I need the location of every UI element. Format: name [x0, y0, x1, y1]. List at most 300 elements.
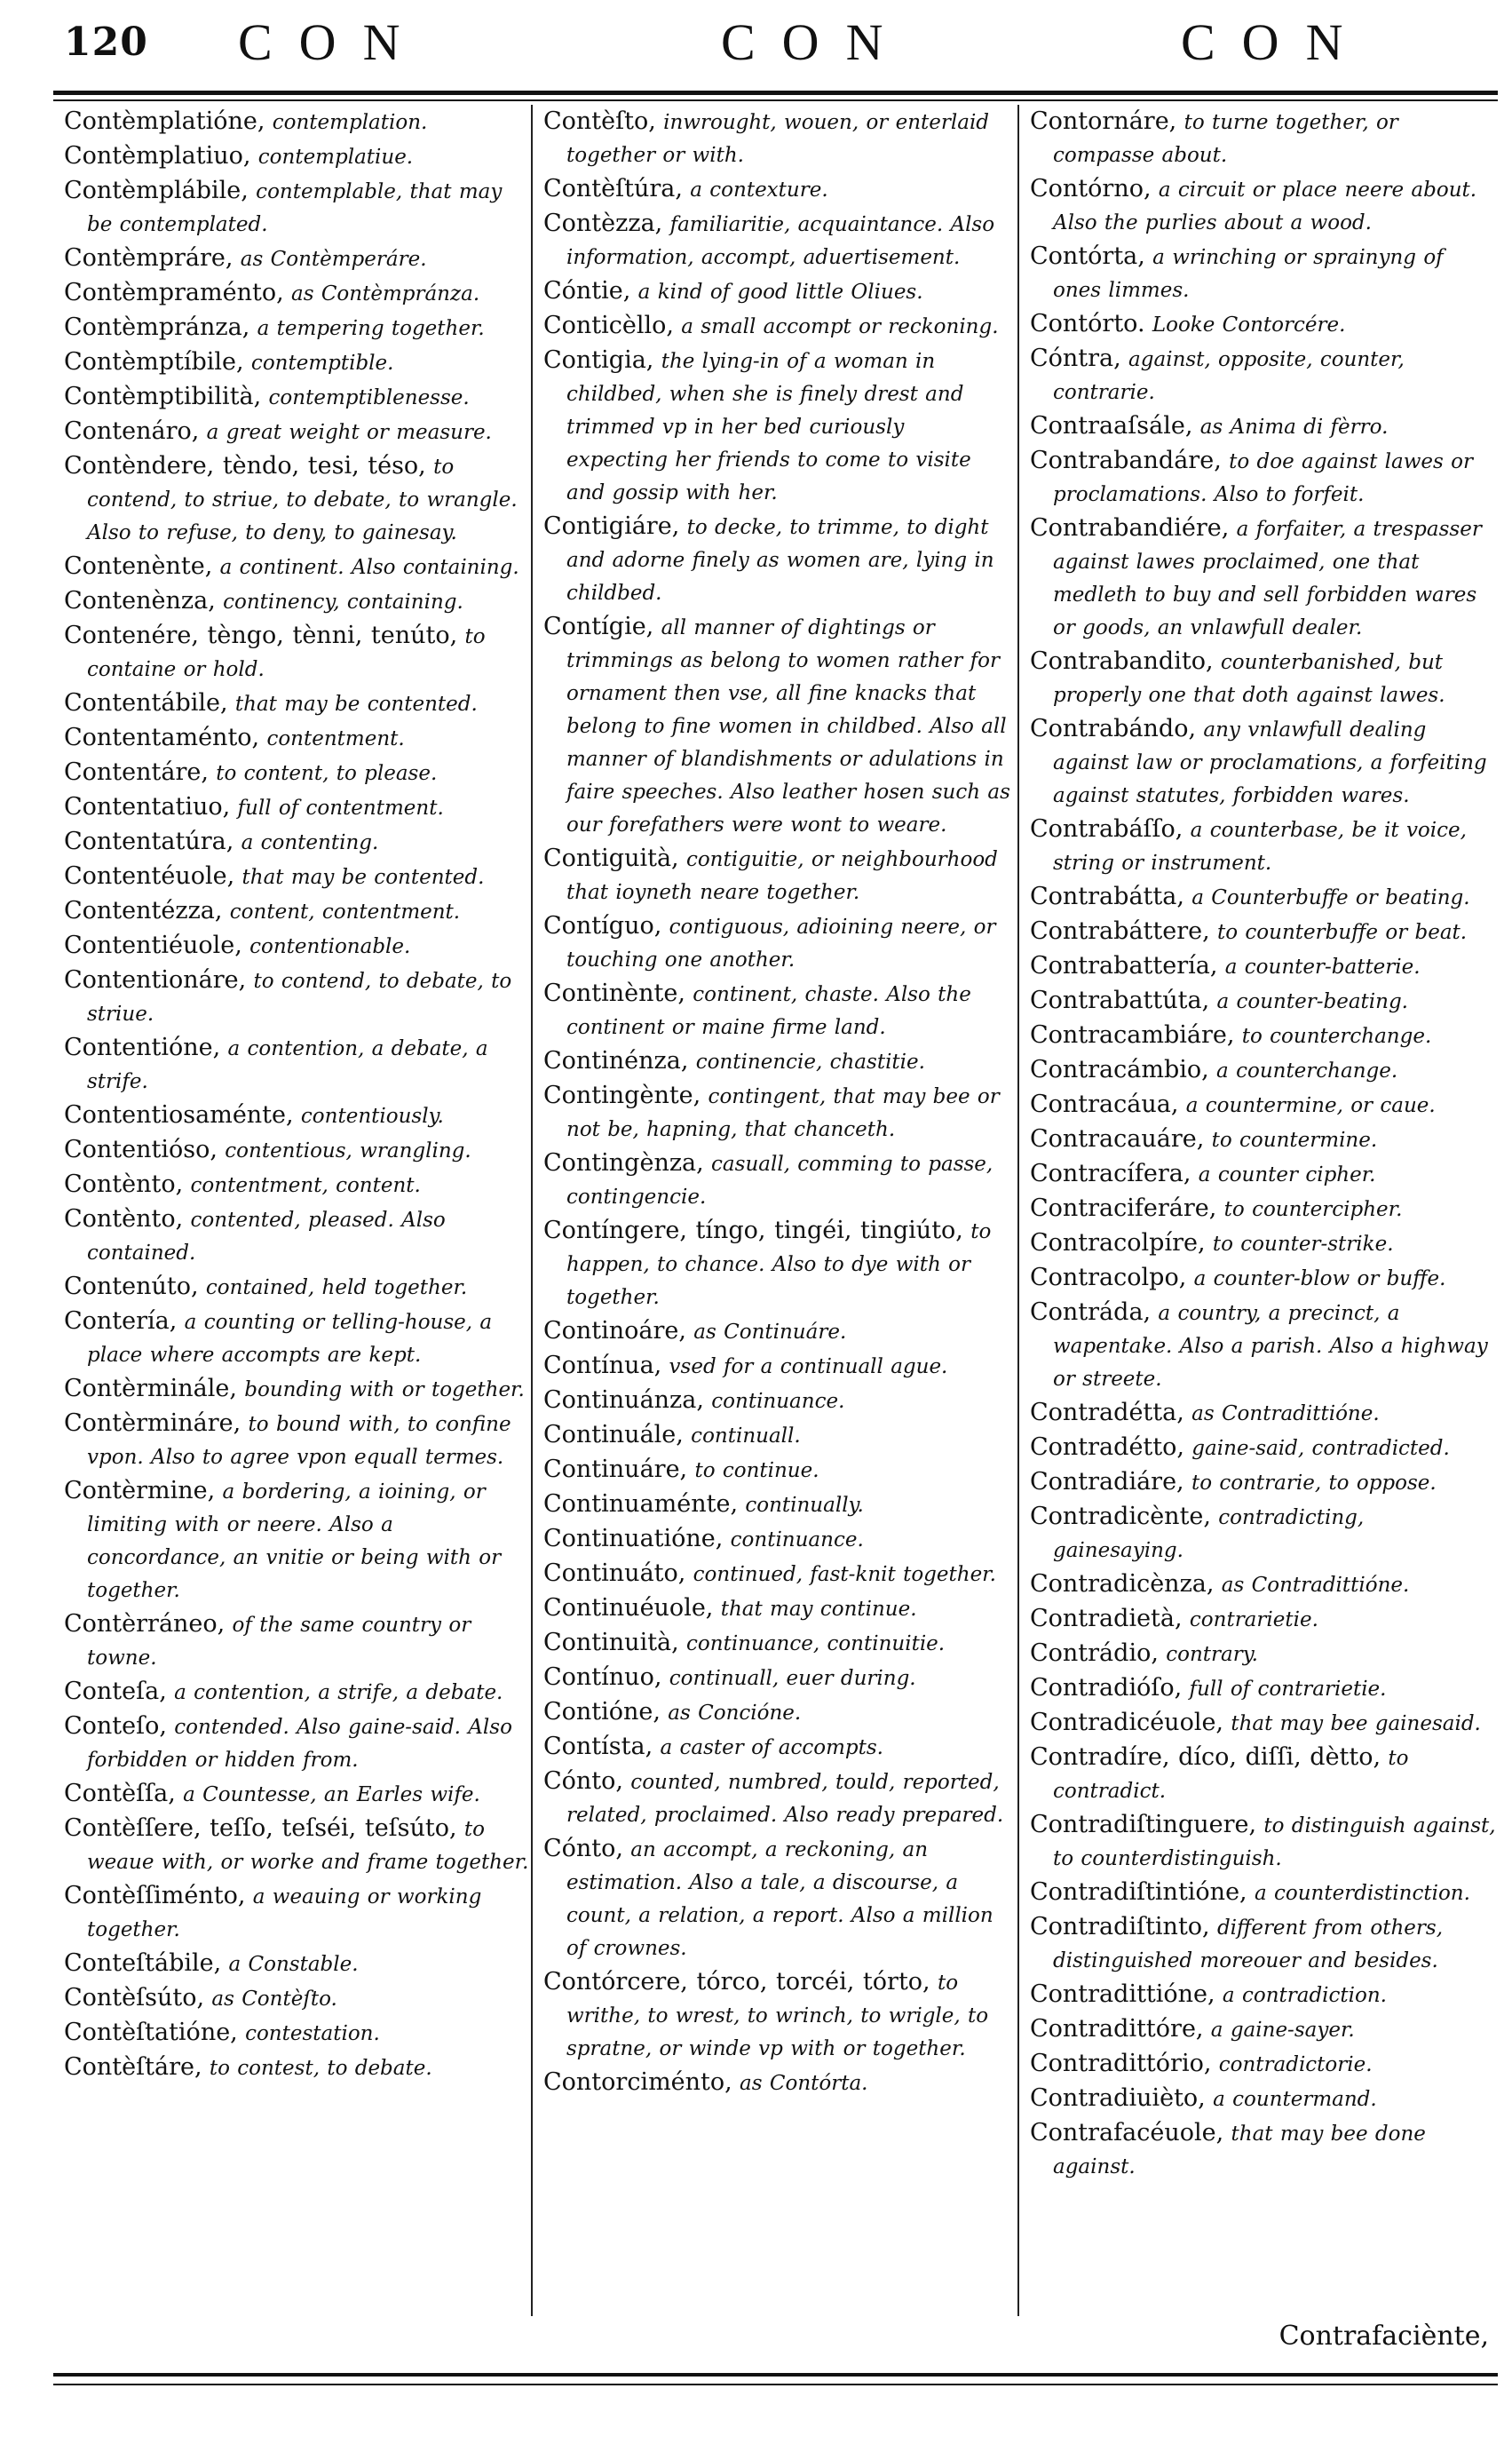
dictionary-entry: [1030, 1431, 1497, 1465]
entry-headword: Contería,: [64, 1307, 178, 1335]
column-divider: [531, 105, 533, 2316]
dictionary-entry: [543, 977, 1010, 1044]
entry-headword: Contentiéuole,: [64, 932, 242, 959]
entry-headword: Conteſtábile,: [64, 1949, 222, 1977]
dictionary-entry: [1030, 1978, 1497, 2012]
entry-definition: that may be contented.: [227, 693, 478, 716]
entry-headword: Contígie,: [543, 613, 654, 640]
entry-headword: Continuáto,: [543, 1559, 686, 1587]
entry-definition: a continent. Also containing.: [212, 556, 519, 579]
dictionary-entry: [1030, 444, 1497, 512]
entry-definition: as Contradittióne.: [1183, 1402, 1380, 1425]
entry-headword: Contrabandito,: [1030, 647, 1214, 675]
dictionary-entry: [1030, 712, 1497, 813]
entry-definition: contradicting, gainesaying.: [1053, 1506, 1365, 1562]
entry-definition: a counter-blow or buffe.: [1186, 1267, 1446, 1290]
entry-headword: Contradicéuole,: [1030, 1709, 1224, 1736]
entry-definition: a counter cipher.: [1191, 1163, 1376, 1186]
dictionary-entry: [543, 172, 1010, 207]
entry-definition: of the same country or towne.: [87, 1614, 471, 1670]
entry-headword: Continuaménte,: [543, 1490, 739, 1518]
entry-definition: familiaritie, acquaintance. Also information, accompt, aduertisement.: [566, 213, 995, 269]
entry-definition: Looke Contorcére.: [1144, 313, 1346, 337]
dictionary-entry: [543, 1044, 1010, 1079]
entry-definition: any vnlawfull dealing against law or proclamations, a forfeiting against statutes, forbidden wares.: [1053, 718, 1487, 807]
entry-headword: Contentéuole,: [64, 862, 235, 890]
entry-headword: Contentaménto,: [64, 724, 260, 751]
entry-headword: Contradietà,: [1030, 1605, 1183, 1632]
dictionary-entry: [64, 1981, 531, 2016]
entry-definition: a counting or telling-house, a place where accompts are kept.: [87, 1311, 493, 1367]
entry-headword: Contentáre,: [64, 758, 209, 786]
entry-headword: Contingènza,: [543, 1149, 704, 1177]
entry-headword: Contradióſo,: [1030, 1674, 1183, 1702]
entry-definition: a counter-beating.: [1209, 990, 1408, 1013]
entry-definition: as Contradittióne.: [1214, 1574, 1410, 1597]
dictionary-entry: [64, 964, 531, 1031]
header-rule-thin: [53, 99, 1498, 101]
dictionary-entry: [543, 274, 1010, 309]
entry-headword: Contèſtúra,: [543, 175, 683, 202]
entry-headword: Contorciménto,: [543, 2068, 732, 2096]
dictionary-entry: [543, 1314, 1010, 1349]
dictionary-entry: [64, 721, 531, 756]
entry-headword: Contradittóre,: [1030, 2015, 1204, 2043]
entry-definition: a tempering together.: [249, 317, 485, 340]
entry-definition: a Constable.: [221, 1953, 359, 1976]
entry-headword: Contènto,: [64, 1205, 184, 1233]
entry-headword: Contrabándo,: [1030, 715, 1197, 742]
dictionary-entry: [64, 345, 531, 380]
entry-definition: a Counterbuffe or beating.: [1183, 886, 1470, 909]
entry-definition: a contexture.: [682, 179, 828, 202]
entry-definition: that may be contented.: [234, 866, 485, 889]
entry-headword: Contenáro,: [64, 417, 200, 445]
entry-definition: a kind of good little Oliues.: [630, 281, 923, 304]
entries-column-1: [64, 105, 531, 2316]
entry-definition: counted, numbred, tould, reported, related, proclaimed. Also ready prepared.: [566, 1771, 1004, 1827]
entry-headword: Contigiáre,: [543, 512, 680, 540]
dictionary-entry: [543, 1626, 1010, 1661]
dictionary-entry: [64, 1947, 531, 1981]
dictionary-entry: [64, 1305, 531, 1372]
entry-definition: contentment, content.: [183, 1174, 421, 1197]
dictionary-entry: [1030, 1226, 1497, 1261]
dictionary-entry: [543, 105, 1010, 172]
dictionary-entry: [543, 842, 1010, 909]
entry-headword: Contracolpo,: [1030, 1264, 1187, 1291]
entry-headword: Contísta,: [543, 1733, 653, 1760]
entry-headword: Continoáre,: [543, 1317, 686, 1345]
entry-headword: Contèzza,: [543, 210, 663, 237]
dictionary-entry: [1030, 1910, 1497, 1978]
entry-definition: continued, fast-knit together.: [685, 1563, 996, 1586]
entry-definition: continent, chaste. Also the continent or maine firme land.: [566, 983, 971, 1039]
entry-definition: to continue.: [687, 1459, 819, 1482]
dictionary-entry: [64, 1031, 531, 1099]
entry-headword: Contrafacéuole,: [1030, 2119, 1224, 2146]
entry-headword: Contentióso,: [64, 1136, 218, 1163]
dictionary-entry: [64, 1202, 531, 1270]
entry-definition: to countermine.: [1204, 1129, 1378, 1152]
entry-headword: Contraaſsále,: [1030, 412, 1193, 440]
entry-headword: Contínua,: [543, 1352, 662, 1379]
running-head-left: CON: [238, 13, 427, 71]
dictionary-entry: [543, 207, 1010, 274]
entry-definition: that may bee done against.: [1053, 2123, 1426, 2178]
entry-headword: Contèrmináre,: [64, 1409, 241, 1437]
entry-headword: Contórcere, tórco, torcéi, tórto,: [543, 1968, 930, 1996]
entry-headword: Contrádio,: [1030, 1639, 1159, 1667]
entry-definition: continuall, euer during.: [661, 1667, 916, 1690]
entry-headword: Contèſtáre,: [64, 2053, 202, 2081]
entry-headword: Contrabattería,: [1030, 952, 1218, 980]
entry-definition: a contention, a strife, a debate.: [166, 1681, 503, 1704]
entry-definition: a circuit or place neere about. Also the purlies about a wood.: [1053, 179, 1477, 234]
entry-headword: Continènte,: [543, 980, 685, 1007]
dictionary-entry: [1030, 105, 1497, 172]
dictionary-entry: [64, 1710, 531, 1777]
entry-headword: Continuatióne,: [543, 1525, 724, 1552]
entry-definition: counterbanished, but properly one that doth against lawes.: [1053, 651, 1445, 707]
entry-definition: to writhe, to wrest, to wrinch, to wrigle, to spratne, or winde vp with or together.: [566, 1972, 989, 2060]
footer-rule: [53, 2373, 1498, 2377]
dictionary-entry: [64, 790, 531, 825]
dictionary-entry: [543, 909, 1010, 977]
dictionary-entry: [543, 1349, 1010, 1384]
entry-definition: to weaue with, or worke and frame together.: [87, 1818, 529, 1874]
dictionary-entry: [543, 1453, 1010, 1488]
entry-definition: an accompt, a reckoning, an estimation. Also a tale, a discourse, a count, a relation, a report. Also a million of crownes.: [566, 1838, 993, 1960]
entry-definition: to content, to please.: [208, 762, 438, 785]
dictionary-entry: [1030, 1053, 1497, 1088]
dictionary-entry: [543, 1488, 1010, 1522]
dictionary-entry: [64, 276, 531, 311]
dictionary-entry: [543, 1418, 1010, 1453]
entry-headword: Contraciferáre,: [1030, 1194, 1217, 1222]
entry-definition: to turne together, or compasse about.: [1053, 111, 1398, 167]
dictionary-entry: [543, 610, 1010, 842]
entry-headword: Cóntie,: [543, 277, 631, 305]
entry-headword: Continuità,: [543, 1629, 679, 1656]
dictionary-entry: [543, 1522, 1010, 1557]
entry-headword: Contórta,: [1030, 242, 1145, 270]
entry-headword: Cónto,: [543, 1767, 623, 1795]
entry-headword: Contentiosaménte,: [64, 1101, 294, 1129]
dictionary-entry: [1030, 172, 1497, 240]
entry-definition: contentment.: [259, 727, 405, 750]
entry-headword: Contèſſere, teſſo, teſséi, teſsúto,: [64, 1814, 457, 1842]
entry-headword: Contrabáttere,: [1030, 917, 1210, 945]
entry-headword: Contrabáſſo,: [1030, 815, 1183, 843]
entry-headword: Conteſa,: [64, 1678, 167, 1705]
entry-definition: a countermine, or caue.: [1178, 1094, 1436, 1117]
entry-headword: Contradiáre,: [1030, 1468, 1184, 1496]
entry-definition: a contention, a debate, a strife.: [87, 1037, 488, 1093]
dictionary-entry: [64, 415, 531, 449]
entry-headword: Contradétta,: [1030, 1399, 1184, 1426]
entry-definition: to contend, to debate, to striue.: [87, 970, 512, 1026]
entry-definition: to counterbuffe or beat.: [1209, 921, 1468, 944]
dictionary-entry: [543, 344, 1010, 510]
entry-definition: contained, held together.: [198, 1276, 468, 1299]
dictionary-entry: [64, 174, 531, 242]
entry-definition: inwrought, wouen, or enterlaid together or with.: [566, 111, 990, 167]
entry-headword: Contèmptíbile,: [64, 348, 244, 376]
entry-definition: contiguitie, or neighbourhood that ioyneth neare together.: [566, 848, 998, 904]
entry-headword: Contióne,: [543, 1698, 661, 1726]
dictionary-entry: [64, 1777, 531, 1812]
dictionary-entry: [1030, 813, 1497, 880]
entry-headword: Contracáua,: [1030, 1091, 1179, 1118]
dictionary-entry: [64, 550, 531, 584]
entry-definition: contemplatiue.: [250, 146, 414, 169]
entry-headword: Contigia,: [543, 346, 654, 374]
entry-definition: a counter-batterie.: [1217, 956, 1421, 979]
entry-definition: to happen, to chance. Also to dye with or together.: [566, 1220, 992, 1309]
dictionary-entry: [64, 2016, 531, 2051]
entry-headword: Contracambiáre,: [1030, 1021, 1235, 1049]
dictionary-entry: [1030, 1261, 1497, 1296]
dictionary-entry: [543, 1591, 1010, 1626]
entry-headword: Contrabandiére,: [1030, 514, 1230, 542]
entry-headword: Contenére, tèngo, tènni, tenúto,: [64, 622, 458, 649]
dictionary-entry: [64, 311, 531, 345]
entry-headword: Contenènza,: [64, 587, 216, 615]
entry-definition: a counterchange.: [1208, 1059, 1398, 1083]
entry-definition: a gaine-sayer.: [1203, 2019, 1355, 2042]
entry-definition: continuance, continuitie.: [678, 1632, 946, 1655]
dictionary-entry: [1030, 645, 1497, 712]
dictionary-entry: [1030, 1567, 1497, 1602]
entry-definition: contended. Also gaine-said. Also forbidden or hidden from.: [87, 1716, 512, 1772]
entry-headword: Contrabandáre,: [1030, 447, 1222, 474]
dictionary-entry: [1030, 1123, 1497, 1157]
dictionary-entry: [64, 825, 531, 860]
entry-headword: Conteſo,: [64, 1712, 167, 1740]
entry-definition: a small accompt or reckoning.: [674, 315, 999, 338]
dictionary-entry: [543, 1384, 1010, 1418]
dictionary-entry: [64, 1474, 531, 1607]
entry-headword: Contracauáre,: [1030, 1125, 1205, 1153]
entry-definition: contentious, wrangling.: [217, 1139, 471, 1162]
entry-headword: Contórno,: [1030, 175, 1152, 202]
dictionary-entry: [1030, 1157, 1497, 1192]
entry-definition: a caster of accompts.: [653, 1736, 883, 1759]
entry-headword: Contèmpráre,: [64, 244, 234, 272]
dictionary-entry: [1030, 307, 1497, 342]
entry-definition: continency, containing.: [215, 591, 463, 614]
dictionary-entry: [64, 1407, 531, 1474]
dictionary-entry: [1030, 2116, 1497, 2184]
entry-definition: contemptiblenesse.: [261, 386, 470, 409]
entry-headword: Contentióne,: [64, 1034, 221, 1061]
dictionary-entry: [543, 1214, 1010, 1314]
entry-headword: Contradittióne,: [1030, 1980, 1215, 2008]
entry-headword: Contradicènte,: [1030, 1503, 1211, 1530]
entry-headword: Contentatúra,: [64, 828, 234, 855]
dictionary-entry: [1030, 1500, 1497, 1567]
entry-headword: Contíngere, tíngo, tingéi, tingiúto,: [543, 1217, 963, 1244]
entry-definition: contentionable.: [241, 935, 411, 958]
entry-definition: a weauing or working together.: [87, 1885, 482, 1941]
entry-headword: Contradiſtinguere,: [1030, 1811, 1257, 1838]
dictionary-entry: [1030, 1602, 1497, 1637]
entries-column-3: [1030, 105, 1497, 2316]
dictionary-entry: [1030, 1741, 1497, 1808]
dictionary-entry: [543, 1695, 1010, 1730]
entry-definition: a counterbase, be it voice, string or instrument.: [1053, 819, 1467, 875]
entry-definition: casuall, comming to passe, contingencie.: [566, 1153, 993, 1209]
dictionary-entry: [1030, 1192, 1497, 1226]
entry-headword: Contèmplatiuo,: [64, 142, 251, 170]
entry-definition: a country, a precinct, a wapentake. Also a parish. Also a highway or streete.: [1053, 1302, 1488, 1391]
entry-definition: to contrarie, to oppose.: [1183, 1472, 1437, 1495]
entry-headword: Contèſſa,: [64, 1780, 176, 1807]
entry-headword: Contèſſiménto,: [64, 1882, 246, 1909]
entry-headword: Cóntra,: [1030, 345, 1121, 372]
dictionary-entry: [543, 1557, 1010, 1591]
entry-headword: Contèrmine,: [64, 1477, 216, 1504]
entry-definition: as Anima di fèrro.: [1192, 416, 1389, 439]
entry-definition: a forfaiter, a trespasser against lawes proclaimed, one that medleth to buy and sell forbidden wares or goods, an vnlawfull dealer.: [1053, 518, 1482, 639]
entry-definition: gaine-said, contradicted.: [1183, 1437, 1450, 1460]
entry-headword: Contentatiuo,: [64, 793, 231, 821]
entry-definition: to containe or hold.: [87, 625, 486, 681]
dictionary-entry: [1030, 2012, 1497, 2047]
entry-definition: a wrinching or sprainyng of ones limmes.: [1053, 246, 1444, 302]
entry-definition: as Contórta.: [732, 2072, 868, 2095]
entries-column-2: [543, 105, 1010, 2316]
dictionary-entry: [1030, 1296, 1497, 1396]
dictionary-entry: [543, 1765, 1010, 1832]
dictionary-entry: [543, 1079, 1010, 1147]
entry-headword: Contradiſtintióne,: [1030, 1878, 1247, 1906]
entry-definition: as Contèmpránza.: [283, 282, 480, 306]
entry-headword: Contèmpránza,: [64, 313, 250, 341]
entry-definition: different from others, distinguished moreouer and besides.: [1053, 1916, 1444, 1972]
dictionary-entry: [64, 1879, 531, 1947]
entry-definition: contradictorie.: [1211, 2053, 1373, 2076]
header-rule: [53, 91, 1498, 95]
dictionary-entry: [64, 2051, 531, 2085]
dictionary-entry: [64, 619, 531, 686]
entry-headword: Contórto.: [1030, 310, 1145, 337]
dictionary-entry: [543, 1965, 1010, 2066]
dictionary-entry: [64, 380, 531, 415]
entry-definition: to counter-strike.: [1205, 1233, 1394, 1256]
entry-headword: Contiguità,: [543, 845, 679, 872]
entry-headword: Contèſsúto,: [64, 1984, 205, 2012]
entry-headword: Contèmpraménto,: [64, 279, 284, 306]
entry-definition: all manner of dightings or trimmings as belong to women rather for ornament then vse, all fine knacks that belong to fine women in childbed. Also all manner of blandishments or adulations in faire speeches. Also leather hosen such as our forefathers were wont to weare.: [566, 616, 1010, 837]
entry-definition: a contradiction.: [1215, 1984, 1387, 2007]
entry-definition: contrary.: [1158, 1643, 1258, 1666]
dictionary-entry: [1030, 1019, 1497, 1053]
dictionary-entry: [64, 756, 531, 790]
entry-headword: Contracámbio,: [1030, 1056, 1209, 1083]
entry-headword: Contíguo,: [543, 912, 662, 940]
entry-definition: that may continue.: [713, 1598, 917, 1621]
entry-definition: as Contèmperáre.: [233, 248, 427, 271]
entry-headword: Contracolpíre,: [1030, 1229, 1206, 1257]
dictionary-entry: [543, 2066, 1010, 2100]
entry-headword: Contenènte,: [64, 552, 213, 580]
dictionary-entry: [1030, 915, 1497, 949]
entry-definition: contiguous, adioining neere, or touching one another.: [566, 916, 996, 972]
dictionary-entry: [1030, 1671, 1497, 1706]
entry-definition: continually.: [738, 1494, 864, 1517]
dictionary-entry: [1030, 1396, 1497, 1431]
dictionary-entry: [64, 686, 531, 721]
entry-definition: to decke, to trimme, to dight and adorne finely as women are, lying in childbed.: [566, 516, 994, 605]
entry-headword: Contentionáre,: [64, 966, 247, 994]
entry-headword: Contráda,: [1030, 1298, 1152, 1326]
entry-headword: Contradicènza,: [1030, 1570, 1215, 1598]
entry-headword: Conticèllo,: [543, 312, 674, 339]
dictionary-entry: [543, 1730, 1010, 1765]
entry-headword: Continénza,: [543, 1047, 689, 1075]
column-divider: [1017, 105, 1019, 2316]
dictionary-entry: [543, 1147, 1010, 1214]
entry-headword: Contentábile,: [64, 689, 228, 717]
dictionary-entry: [1030, 949, 1497, 984]
entry-headword: Contènto,: [64, 1170, 184, 1198]
dictionary-entry: [543, 1661, 1010, 1695]
dictionary-entry: [1030, 984, 1497, 1019]
entry-headword: Contèmplábile,: [64, 177, 249, 204]
entry-definition: bounding with or together.: [236, 1378, 525, 1401]
entry-definition: continuance.: [723, 1528, 864, 1551]
dictionary-entry: [64, 449, 531, 550]
dictionary-entry: [64, 929, 531, 964]
entry-definition: that may bee gainesaid.: [1223, 1712, 1481, 1735]
entry-headword: Contradétto,: [1030, 1433, 1184, 1461]
dictionary-entry: [1030, 2082, 1497, 2116]
dictionary-entry: [64, 860, 531, 894]
dictionary-entry: [1030, 1465, 1497, 1500]
dictionary-entry: [64, 894, 531, 929]
dictionary-entry: [543, 1832, 1010, 1965]
page-number: 120: [64, 20, 148, 65]
entry-definition: a contenting.: [234, 831, 379, 854]
entry-headword: Continuéuole,: [543, 1594, 714, 1622]
entry-headword: Contentézza,: [64, 897, 223, 924]
entry-definition: full of contentment.: [230, 797, 444, 820]
entry-definition: as Continuáre.: [686, 1321, 847, 1344]
entry-definition: a counterdistinction.: [1247, 1882, 1470, 1905]
dictionary-entry: [64, 1812, 531, 1879]
entry-headword: Contenúto,: [64, 1273, 199, 1300]
dictionary-entry: [1030, 2047, 1497, 2082]
dictionary-entry: [64, 1270, 531, 1305]
dictionary-entry: [64, 1607, 531, 1675]
entry-definition: vsed for a continuall ague.: [661, 1355, 948, 1378]
entry-headword: Contracífera,: [1030, 1160, 1191, 1187]
entry-headword: Contèmplatióne,: [64, 107, 265, 135]
dictionary-entry: [1030, 1808, 1497, 1876]
entry-definition: contingent, that may bee or not be, hapning, that chanceth.: [566, 1085, 1000, 1141]
entry-headword: Contrabátta,: [1030, 883, 1184, 910]
footer-rule-thin: [53, 2384, 1498, 2385]
dictionary-entry: [64, 242, 531, 276]
entry-headword: Contèſto,: [543, 107, 656, 135]
dictionary-entry: [1030, 409, 1497, 444]
entry-definition: contrarietie.: [1182, 1608, 1318, 1631]
entry-definition: contemplable, that may be contemplated.: [87, 180, 503, 236]
entry-definition: against, opposite, counter, contrarie.: [1053, 348, 1405, 404]
dictionary-entry: [64, 1675, 531, 1710]
